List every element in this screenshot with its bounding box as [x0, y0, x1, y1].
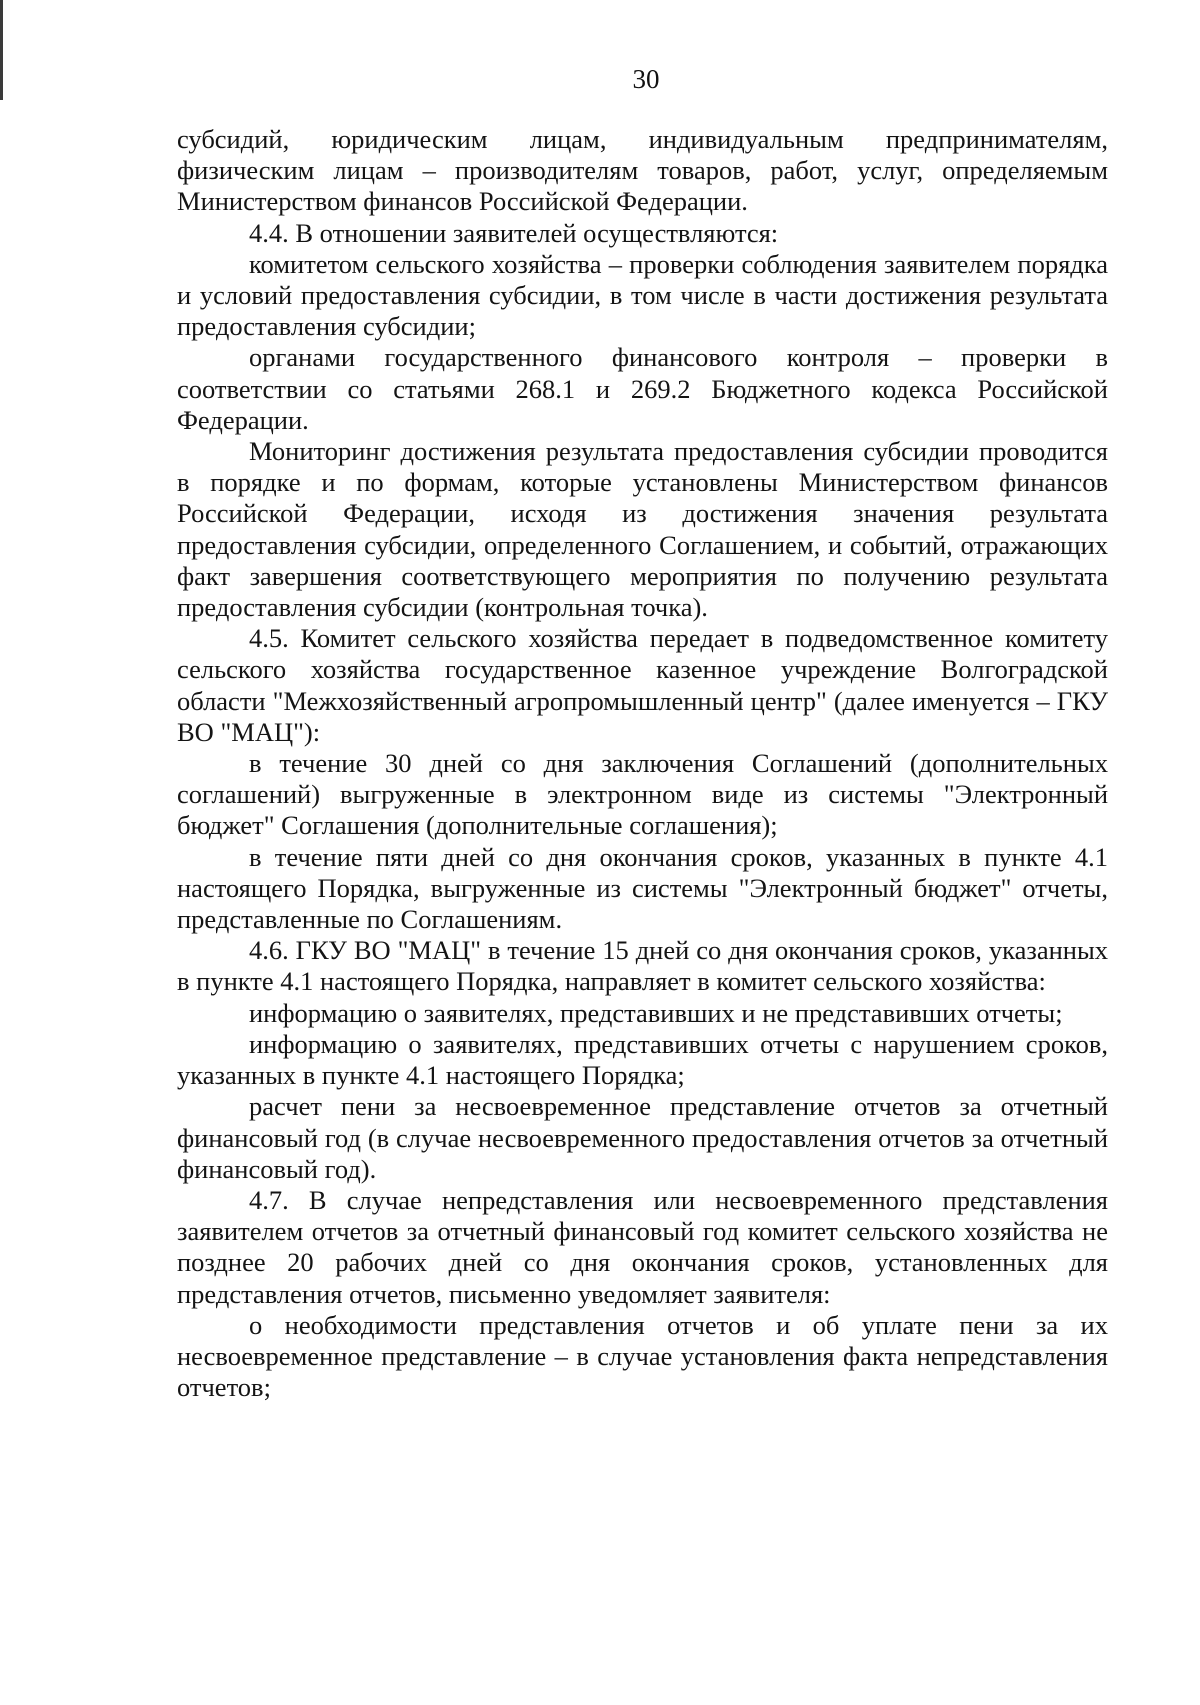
paragraph-penalty-calc: расчет пени за несвоевременное представление отчетов за отчетный финансовый год (в случае несвоевременного предоставления отчетов за отчетный финансовый год).: [177, 1091, 1108, 1184]
paragraph-30-days: в течение 30 дней со дня заключения Соглашений (дополнительных соглашений) выгруженные в электронном виде из системы "Электронный бюджет" Соглашения (дополнительные соглашения);: [177, 748, 1108, 841]
paragraph-4-6: 4.6. ГКУ ВО "МАЦ" в течение 15 дней со дня окончания сроков, указанных в пункте 4.1 настоящего Порядка, направляет в комитет сельского хозяйства:: [177, 935, 1108, 997]
paragraph-necessity: о необходимости представления отчетов и об уплате пени за их несвоевременное представление – в случае установления факта непредставления отчетов;: [177, 1309, 1108, 1403]
paragraph-4-7: 4.7. В случае непредставления или несвоевременного представления заявителем отчетов за отчетный финансовый год комитет сельского хозяйства не позднее 20 рабочих дней со дня окончания сроков, установленных для представления отчетов, письменно уведомляет заявителя:: [177, 1184, 1108, 1309]
paragraph-monitoring: Мониторинг достижения результата предоставления субсидии проводится в порядке и по формам, которые установлены Министерством финансов Российской Федерации, исходя из достижения значения результата предоставления субсидии, определенного Соглашением, и событий, отражающих факт завершения соответствующего мероприятия по получению результата предоставления субсидии (контрольная точка).: [177, 436, 1108, 623]
paragraph-4-4: 4.4. В отношении заявителей осуществляются:: [249, 217, 779, 248]
paragraph-continuation: субсидий, юридическим лицам, индивидуальным предпринимателям, физическим лицам – производителям товаров, работ, услуг, определяемым Министерством финансов Российской Федерации.: [177, 124, 1108, 217]
paragraph-financial-control: органами государственного финансового контроля – проверки в соответствии со статьями 268.1 и 269.2 Бюджетного кодекса Российской Федерации.: [177, 342, 1108, 435]
paragraph-five-days: в течение пяти дней со дня окончания сроков, указанных в пункте 4.1 настоящего Порядка, выгруженные из системы "Электронный бюджет" отчеты, представленные по Соглашениям.: [177, 841, 1108, 935]
paragraph-info-reports: информацию о заявителях, представивших и не представивших отчеты;: [249, 997, 1063, 1028]
page-number: 30: [632, 64, 660, 94]
paragraph-info-late-reports: информацию о заявителях, представивших отчеты с нарушением сроков, указанных в пункте 4.1 настоящего Порядка;: [177, 1028, 1108, 1091]
document-body: [177, 124, 1108, 1403]
paragraph-4-5: 4.5. Комитет сельского хозяйства передает в подведомственное комитету сельского хозяйства государственное казенное учреждение Волгоградской области "Межхозяйственный агропромышленный центр" (далее именуется – ГКУ ВО "МАЦ"):: [177, 623, 1108, 747]
paragraph-committee-checks: комитетом сельского хозяйства – проверки соблюдения заявителем порядка и условий предоставления субсидии, в том числе в части достижения результата предоставления субсидии;: [177, 248, 1108, 342]
